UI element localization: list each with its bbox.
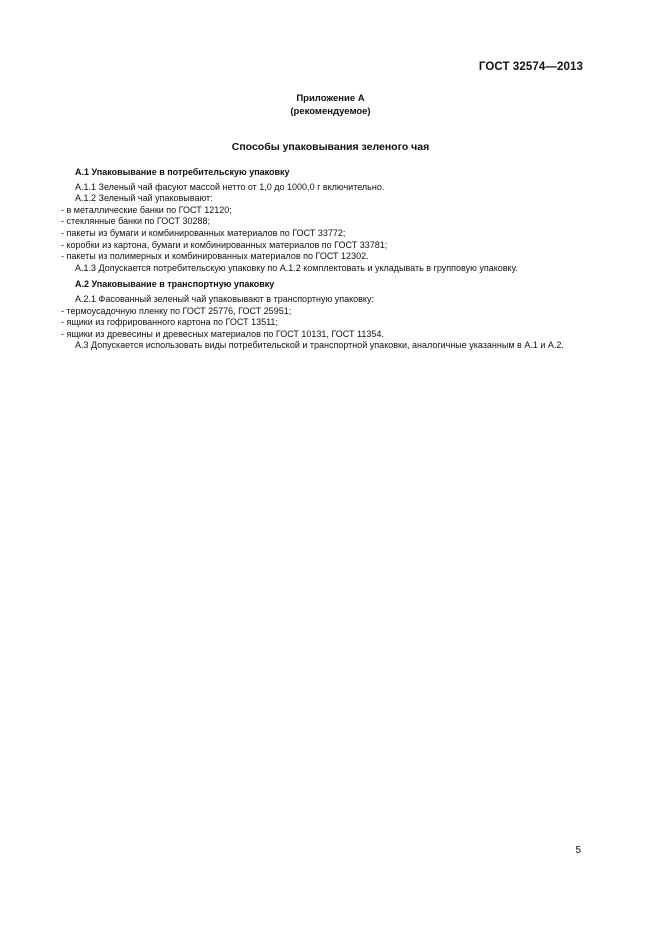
list-item: - коробки из картона, бумаги и комбинированных материалов по ГОСТ 33781; [61, 239, 388, 250]
annex-heading [0, 92, 661, 118]
list-item: - ящики из древесины и древесных материалов по ГОСТ 10131, ГОСТ 11354. [61, 328, 384, 339]
annex-title: Приложение А [296, 93, 365, 104]
paragraph-a1-2: А.1.2 Зеленый чай упаковывают: [75, 193, 213, 204]
annex-status: (рекомендуемое) [290, 106, 371, 117]
list-item: - пакеты из полимерных и комбинированных материалов по ГОСТ 12302. [61, 251, 369, 262]
section-a1-heading: А.1 Упаковывание в потребительскую упаковку [75, 167, 290, 177]
list-item: - ящики из гофрированного картона по ГОСТ 13511; [61, 317, 278, 328]
document-title: Способы упаковывания зеленого чая [231, 141, 430, 153]
paragraph-a3: А.3 Допускается использовать виды потребительской и транспортной упаковки, аналогичные указанным в А.1 и А.2. [75, 340, 564, 351]
standard-code: ГОСТ 32574—2013 [478, 61, 583, 73]
page-number: 5 [575, 845, 581, 856]
paragraph-a1-3: А.1.3 Допускается потребительскую упаковку по А.1.2 комплектовать и укладывать в групповую упаковку. [75, 262, 518, 273]
list-item: - стеклянные банки по ГОСТ 30288; [61, 216, 210, 227]
list-item: - пакеты из бумаги и комбинированных материалов по ГОСТ 33772; [61, 227, 346, 238]
section-a2-heading: А.2 Упаковывание в транспортную упаковку [75, 279, 275, 290]
paragraph-a1-1: А.1.1 Зеленый чай фасуют массой нетто от 1,0 до 1000,0 г включительно. [75, 181, 385, 192]
body-text [61, 167, 582, 352]
list-item: - термоусадочную пленку по ГОСТ 25776, ГОСТ 25951; [61, 305, 292, 316]
list-item: - в металлические банки по ГОСТ 12120; [61, 204, 232, 215]
paragraph-a2-1: А.2.1 Фасованный зеленый чай упаковывают в транспортную упаковку: [75, 293, 374, 304]
